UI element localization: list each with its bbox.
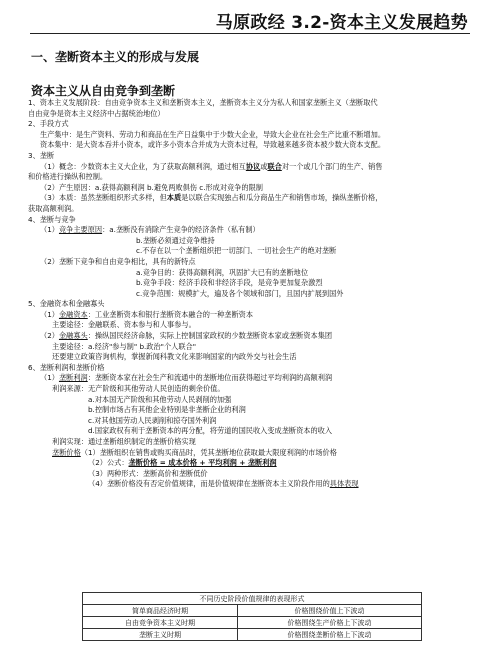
keyword-union: 联合: [267, 161, 282, 171]
table-cell: 简单商品经济时期: [83, 605, 238, 617]
text-line: 生产集中：是生产资料、劳动力和商品在生产日益集中于少数大企业，导致大企业在社会生产比重不断增加。: [40, 129, 386, 139]
table-row: [83, 605, 422, 617]
text-span: （1）垄断组织在销售或购买商品时，凭其垄断地位获取最大限度利润的市场价格: [80, 447, 337, 457]
keyword-monopoly-price: 垄断价格: [52, 447, 81, 457]
text-span: ：操纵国民经济命脉，实际上控制国家政权的少数垄断资本家或垄断资本集团: [87, 331, 333, 341]
text-span: ：垄断资本家在社会生产和流通中的垄断地位而获得超过平均利润的高额利润: [87, 373, 333, 383]
text-span: （1）: [40, 309, 59, 319]
text-line: [28, 458, 486, 469]
text-line: 自由竞争是资本主义经济中占据统治地位）: [28, 108, 165, 118]
keyword-concrete-manifestation: 具体表现: [329, 479, 359, 489]
text-span: （1）: [40, 225, 59, 235]
keyword-competition-cause: 竞争主要原因: [58, 225, 103, 235]
text-line: 和价格进行操纵和控制。: [28, 172, 108, 182]
text-line: 利润实现：通过垄断组织制定的垄断价格实现: [52, 437, 196, 446]
text-line: 主要途径：a.经济"参与制" b.政治"个人联合": [52, 341, 197, 351]
text-line: d.国家政权有利于垄断资本的再分配，将劳道的国民收入变成垄断资本的收入: [88, 426, 333, 436]
text-line: 还要建立政策咨询机构，掌握新闻科教文化来影响国家的内政外交与社会生活: [52, 352, 297, 362]
formula-monopoly-price: 垄断价格 = 成本价格 + 平均利润 + 垄断利润: [128, 458, 277, 468]
text-line: 2、手段方式: [28, 119, 69, 129]
text-line: 获取高额利润。: [28, 203, 79, 213]
text-span: （2）公式：: [88, 458, 129, 468]
text-line: 6、垄断利润和垄断价格: [28, 362, 105, 372]
text-line: 主要途径：金融联系、资本参与和人事参与。: [52, 320, 196, 330]
text-line: c.竞争范围：规模扩大，遍及各个领域和部门，且国内扩展到国外: [136, 288, 344, 298]
value-law-table: [82, 592, 422, 641]
text-line: a.竞争目的：获得高额利润，巩固扩大已有的垄断地位: [136, 267, 309, 277]
text-line: [28, 310, 486, 321]
text-span: 是以联合实现独占和瓜分商品生产和销售市场，操纵垄断价格，: [181, 193, 383, 203]
title-divider: [30, 33, 470, 34]
text-span: ：a.垄断没有消除产生竞争的经济条件（私有制）: [102, 225, 260, 235]
text-line: （2）产生原因：a.获得高额利润 b.避免两败俱伤 c.形成对竞争的限制: [40, 182, 263, 192]
table-caption-row: [83, 593, 422, 605]
text-line: b.竞争手段：经济手段和非经济手段，是竞争更加复杂激烈: [136, 278, 323, 288]
table-row: [83, 629, 422, 641]
table-caption: 不同历史阶段价值规律的表现形式: [83, 593, 422, 605]
text-line: [28, 448, 486, 459]
text-line: （3）两种形式：垄断高价和垄断低价: [88, 468, 208, 478]
text-line: 利润来源：无产阶级和其他劳动人民创造的剩余价值。: [52, 384, 225, 394]
text-line: [28, 373, 486, 384]
text-span: ：工业垄断资本和银行垄断资本融合的一种垄断资本: [87, 309, 254, 319]
text-line: 3、垄断: [28, 150, 55, 160]
table-cell: 垄断主义时期: [83, 629, 238, 641]
text-line: 5、金融资本和金融寡头: [28, 299, 105, 309]
text-line: （2）垄断下竞争和自由竞争相比，具有的新特点: [40, 256, 196, 266]
text-line: 1、资本主义发展阶段：自由竞争资本主义和垄断资本主义，垄断资本主义分为私人和国家垄断主义（垄断取代: [28, 98, 378, 107]
table-cell: 价格围绕价值上下波动: [238, 605, 422, 617]
text-span: （3）本质：虽然垄断组织形式多样，但: [40, 193, 167, 203]
keyword-monopoly-profit: 垄断利润: [58, 373, 88, 383]
text-line: [28, 162, 486, 173]
text-span: 或: [260, 161, 268, 171]
keyword-financial-oligarchy: 金融寡头: [58, 331, 88, 341]
text-line: c.对其他国劳动人民剥削和掠夺国外利润: [88, 415, 217, 425]
text-line: b.控制市场占有其他企业特别是非垄断企业的利润: [88, 405, 246, 415]
text-line: 4、垄断与竞争: [28, 214, 76, 224]
text-span: （1）概念：少数资本主义大企业，为了获取高额利润，通过相互: [40, 161, 246, 171]
text-line: 资本集中：是大资本吞并小资本，或许多小资本合并成为大资本过程，导致越来越多资本被少数大资本支配。: [40, 140, 386, 150]
keyword-agreement: 协议: [245, 161, 261, 171]
text-line: [28, 193, 486, 204]
text-span: 对一个或几个部门的生产、销售: [281, 161, 383, 171]
text-line: b.垄断必须通过竞争维持: [136, 235, 215, 245]
table-cell: 自由竞争资本主义时期: [83, 617, 238, 629]
keyword-essence: 本质: [166, 193, 182, 203]
text-span: （1）: [40, 373, 59, 383]
table-cell: 价格围绕生产价格上下波动: [238, 617, 422, 629]
document-title: 马原政经 3.2-资本主义发展趋势: [215, 13, 468, 33]
table-row: [83, 617, 422, 629]
keyword-financial-capital: 金融资本: [58, 309, 88, 319]
text-line: [28, 225, 486, 236]
subsection-heading: 资本主义从自由竞争到垄断: [31, 84, 176, 98]
text-line: [28, 479, 486, 490]
document-body: [28, 98, 486, 490]
table-cell: 价格围绕垄断价格上下波动: [238, 629, 422, 641]
text-line: c.不存在以一个垄断组织把一切部门、一切社会生产的绝对垄断: [136, 246, 337, 256]
section-heading: 一、垄断资本主义的形成与发展: [31, 50, 200, 64]
text-line: a.对本国无产阶级和其他劳动人民剥削的加强: [88, 394, 232, 404]
text-span: （2）: [40, 331, 59, 341]
text-span: （4）垄断价格没有否定价值规律，而是价值规律在垄断资本主义阶段作用的: [88, 479, 330, 489]
text-line: [28, 331, 486, 342]
